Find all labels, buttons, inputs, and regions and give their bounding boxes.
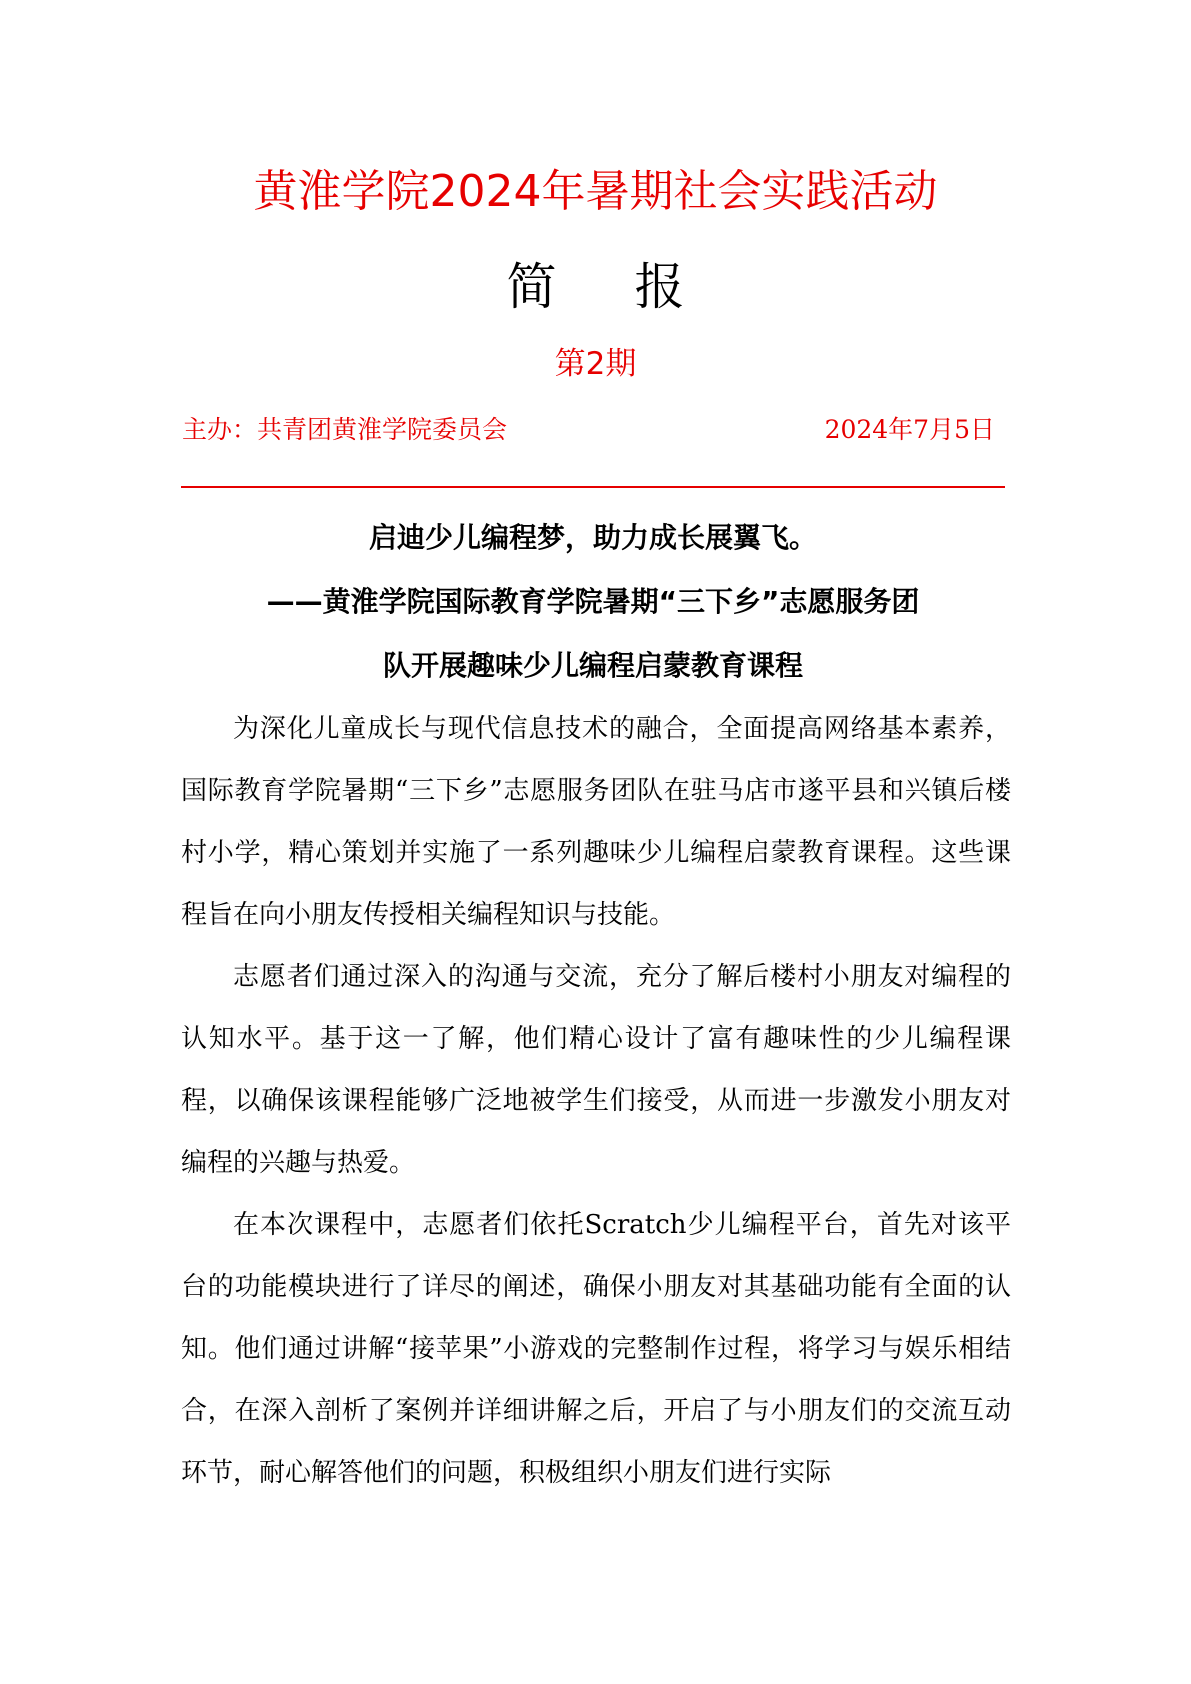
issue-date: 2024年7月5日 <box>824 415 995 444</box>
article-headline-line-3: 队开展趣味少儿编程启蒙教育课程 <box>382 649 803 682</box>
article-headline-line-2: ——黄淮学院国际教育学院暑期“三下乡”志愿服务团 <box>266 585 920 618</box>
article-body <box>181 698 1011 1504</box>
masthead-title: 黄淮学院2024年暑期社会实践活动 <box>253 166 938 217</box>
issue-number: 第2期 <box>554 346 637 382</box>
article-paragraph-2: 志愿者们通过深入的沟通与交流，充分了解后楼村小朋友对编程的认知水平。基于这一了解，他们精心设计了富有趣味性的少儿编程课程，以确保该课程能够广泛地被学生们接受，从而进一步激发小朋友对编程的兴趣与热爱。 <box>181 962 1011 1178</box>
article-paragraph-1: 为深化儿童成长与现代信息技术的融合，全面提高网络基本素养，国际教育学院暑期“三下乡”志愿服务团队在驻马店市遂平县和兴镇后楼村小学，精心策划并实施了一系列趣味少儿编程启蒙教育课程。这些课程旨在向小朋友传授相关编程知识与技能。 <box>181 714 1011 930</box>
header-divider <box>181 486 1005 488</box>
article-paragraph-3: 在本次课程中，志愿者们依托Scratch少儿编程平台，首先对该平台的功能模块进行了详尽的阐述，确保小朋友对其基础功能有全面的认知。他们通过讲解“接苹果”小游戏的完整制作过程，将学习与娱乐相结合，在深入剖析了案例并详细讲解之后，开启了与小朋友们的交流互动环节，耐心解答他们的问题，积极组织小朋友们进行实际 <box>181 1210 1011 1488</box>
masthead-subtitle: 简报 <box>506 258 763 316</box>
meta-row <box>182 412 995 448</box>
article-headline-line-1: 启迪少儿编程梦，助力成长展翼飞。 <box>368 521 817 554</box>
sponsor-line: 主办：共青团黄淮学院委员会 <box>182 415 508 444</box>
